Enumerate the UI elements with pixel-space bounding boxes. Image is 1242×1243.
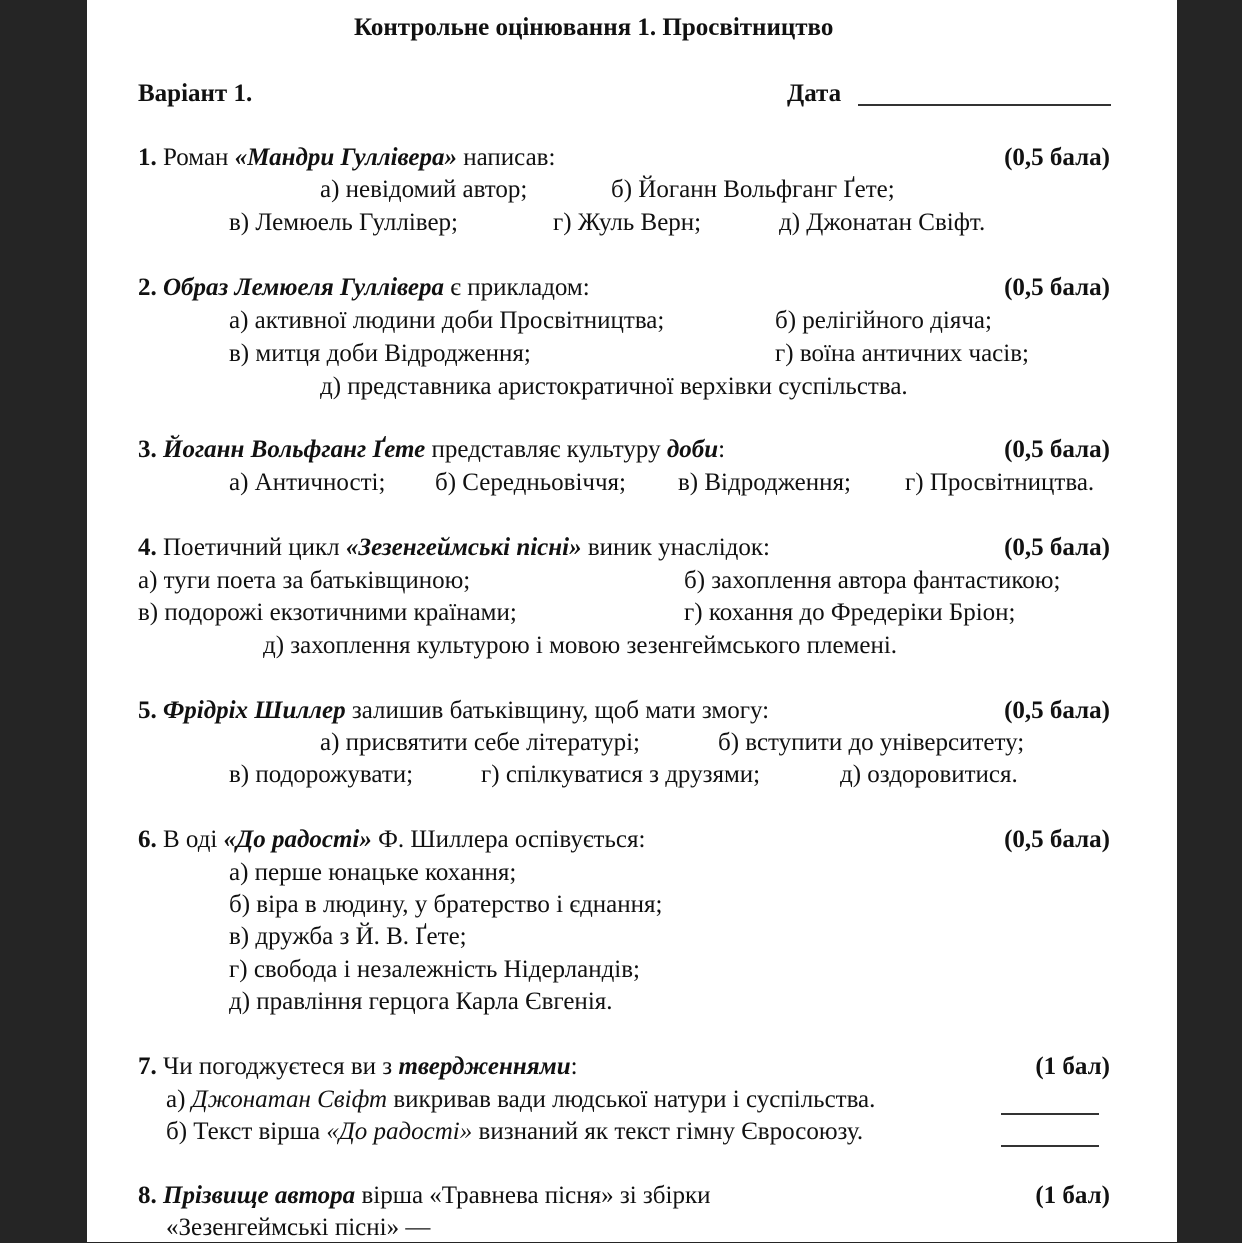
question-number: 1. bbox=[138, 144, 157, 171]
option-a: а) Античності; bbox=[229, 469, 386, 496]
statement-a bbox=[166, 1085, 875, 1115]
option-c: в) дружба з Й. В. Ґете; bbox=[229, 923, 467, 950]
option-b: б) Середньовіччя; bbox=[435, 469, 626, 496]
question-1 bbox=[138, 143, 555, 173]
option-a: а) присвятити себе літературі; bbox=[320, 729, 640, 756]
question-points: (0,5 бала) bbox=[1004, 534, 1110, 561]
question-text: : bbox=[718, 436, 726, 463]
question-text: Поетичний цикл bbox=[163, 534, 346, 561]
question-text: Роман bbox=[163, 144, 235, 171]
option-b: б) захоплення автора фантастикою; bbox=[684, 567, 1061, 594]
question-number: 6. bbox=[138, 826, 157, 853]
question-points: (0,5 бала) bbox=[1004, 826, 1110, 853]
option-b: б) вступити до університету; bbox=[718, 729, 1025, 756]
option-a: а) активної людини доби Просвітництва; bbox=[229, 307, 665, 334]
statement-b bbox=[166, 1117, 863, 1147]
statement-emphasis: Джонатан Свіфт bbox=[191, 1086, 388, 1113]
statement-text: визнаний як текст гімну Євросоюзу. bbox=[472, 1118, 864, 1145]
question-number: 8. bbox=[138, 1182, 157, 1209]
option-a: а) перше юнацьке кохання; bbox=[229, 859, 517, 886]
option-d: г) кохання до Фредеріки Бріон; bbox=[684, 599, 1016, 626]
question-emphasis: Йоганн Вольфганг Ґете bbox=[163, 436, 426, 463]
question-2 bbox=[138, 273, 590, 303]
option-e: д) Джонатан Свіфт. bbox=[779, 209, 986, 236]
question-text: вірша «Травнева пісня» зі збірки bbox=[355, 1182, 711, 1209]
page-title: Контрольне оцінювання 1. Просвітництво bbox=[354, 14, 834, 41]
option-c: в) Лемюель Гуллівер; bbox=[229, 209, 458, 236]
question-points: (0,5 бала) bbox=[1004, 144, 1110, 171]
option-e: д) захоплення культурою і мовою зезенгеймського племені. bbox=[263, 632, 898, 659]
question-emphasis: «Мандри Гуллівера» bbox=[234, 144, 458, 171]
question-text: : bbox=[570, 1053, 578, 1080]
option-a: а) невідомий автор; bbox=[320, 176, 528, 203]
option-d: г) Жуль Верн; bbox=[553, 209, 702, 236]
question-text: є прикладом: bbox=[443, 274, 590, 301]
date-label: Дата bbox=[787, 80, 842, 107]
question-points: (1 бал) bbox=[1035, 1053, 1110, 1080]
option-a: а) туги поета за батьківщиною; bbox=[138, 567, 471, 594]
option-c: в) подорожі екзотичними країнами; bbox=[138, 599, 517, 626]
answer-blank-b[interactable] bbox=[1001, 1145, 1099, 1147]
option-e: д) представника аристократичної верхівки суспільства. bbox=[320, 373, 908, 400]
question-emphasis: твердженнями bbox=[398, 1053, 571, 1080]
question-points: (0,5 бала) bbox=[1004, 436, 1110, 463]
variant-label: Варіант 1. bbox=[138, 80, 253, 107]
question-points: (1 бал) bbox=[1035, 1182, 1110, 1209]
question-number: 7. bbox=[138, 1053, 157, 1080]
question-number: 5. bbox=[138, 697, 157, 724]
question-text: залишив батьківщину, щоб мати змогу: bbox=[345, 697, 770, 724]
question-text: представляє культуру bbox=[425, 436, 667, 463]
question-number: 4. bbox=[138, 534, 157, 561]
document-page bbox=[87, 0, 1177, 1242]
question-text: Чи погоджуєтеся ви з bbox=[163, 1053, 399, 1080]
question-3 bbox=[138, 435, 725, 465]
question-number: 2. bbox=[138, 274, 157, 301]
question-emphasis: доби bbox=[666, 436, 719, 463]
question-number: 3. bbox=[138, 436, 157, 463]
question-8 bbox=[138, 1181, 711, 1211]
option-b: б) віра в людину, у братерство і єднання; bbox=[229, 891, 663, 918]
question-4 bbox=[138, 533, 770, 563]
answer-blank-a[interactable] bbox=[1001, 1113, 1099, 1115]
question-emphasis: Фрідріх Шиллер bbox=[163, 697, 346, 724]
question-points: (0,5 бала) bbox=[1004, 697, 1110, 724]
question-6 bbox=[138, 825, 645, 855]
question-emphasis: «До радості» bbox=[223, 826, 372, 853]
question-text: В оді bbox=[163, 826, 224, 853]
option-c: в) митця доби Відродження; bbox=[229, 340, 531, 367]
option-b: б) Йоганн Вольфганг Ґете; bbox=[611, 176, 895, 203]
question-emphasis: «Зезенгеймські пісні» bbox=[345, 534, 582, 561]
option-e: д) правління герцога Карла Євгенія. bbox=[229, 988, 613, 1015]
statement-emphasis: «До радості» bbox=[326, 1118, 473, 1145]
question-8-continuation: «Зезенгеймські пісні» — bbox=[166, 1214, 431, 1241]
statement-prefix: а) bbox=[166, 1086, 192, 1113]
question-text: написав: bbox=[457, 144, 556, 171]
question-text: виник унаслідок: bbox=[581, 534, 770, 561]
question-emphasis: Прізвище автора bbox=[163, 1182, 356, 1209]
date-blank-line[interactable] bbox=[858, 104, 1111, 106]
option-d: г) воїна античних часів; bbox=[775, 340, 1029, 367]
option-d: г) спілкуватися з друзями; bbox=[481, 761, 761, 788]
question-5 bbox=[138, 696, 769, 726]
option-c: в) подорожувати; bbox=[229, 761, 414, 788]
option-d: г) Просвітництва. bbox=[905, 469, 1095, 496]
question-emphasis: Образ Лемюеля Гуллівера bbox=[163, 274, 444, 301]
question-points: (0,5 бала) bbox=[1004, 274, 1110, 301]
statement-text: викривав вади людської натури і суспільства. bbox=[387, 1086, 876, 1113]
option-c: в) Відродження; bbox=[678, 469, 851, 496]
option-e: д) оздоровитися. bbox=[840, 761, 1018, 788]
question-7 bbox=[138, 1052, 578, 1082]
statement-prefix: б) Текст вірша bbox=[166, 1118, 327, 1145]
option-d: г) свобода і незалежність Нідерландів; bbox=[229, 956, 640, 983]
question-text: Ф. Шиллера оспівується: bbox=[371, 826, 646, 853]
option-b: б) релігійного діяча; bbox=[775, 307, 992, 334]
